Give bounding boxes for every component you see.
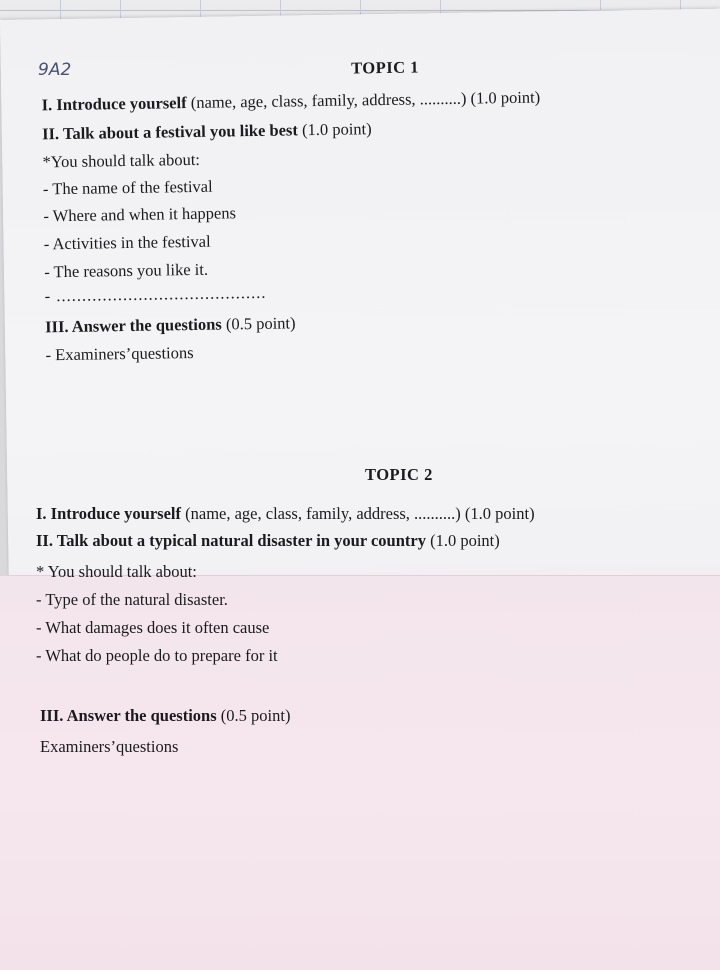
topic2-item: - What do people do to prepare for it <box>36 646 278 665</box>
topic2-item: - Type of the natural disaster. <box>36 590 228 609</box>
topic2-section3-heading: III. Answer the questions <box>40 706 217 725</box>
topic1-section1 <box>42 88 541 116</box>
topic2-title: TOPIC 2 <box>365 465 433 484</box>
topic2-section2-heading: II. Talk about a typical natural disaster in your country <box>36 531 426 550</box>
topic2-item: - What damages does it often cause <box>36 618 270 637</box>
topic1-blank-line: - ......................................... <box>44 282 267 306</box>
topic1-section3 <box>45 313 296 337</box>
topic2-examiner-questions: Examiners’questions <box>40 737 179 756</box>
topic2-section1-detail: (name, age, class, family, address, ..........) (1.0 point) <box>181 504 535 523</box>
topic1-intro: *You should talk about: <box>42 149 201 172</box>
topic2-section3 <box>40 706 290 726</box>
topic1-section1-heading: I. Introduce yourself <box>41 93 187 115</box>
topic1-section2-heading: II. Talk about a festival you like best <box>41 120 299 144</box>
topic1-item: - The reasons you like it. <box>44 259 209 282</box>
topic1-examiner-questions: - Examiners’questions <box>45 343 194 365</box>
topic2-section1-heading: I. Introduce yourself <box>36 504 181 523</box>
topic1-section2-detail: (1.0 point) <box>297 119 372 140</box>
handwritten-class-note: 9A2 <box>38 60 72 80</box>
topic1-item: - Activities in the festival <box>43 231 211 254</box>
topic1-item: - Where and when it happens <box>43 203 237 226</box>
topic1-section3-detail: (0.5 point) <box>221 313 296 334</box>
topic1-item: - The name of the festival <box>42 176 213 199</box>
topic1-section1-detail: (name, age, class, family, address, ..........) (1.0 point) <box>186 87 541 113</box>
topic2-section2-detail: (1.0 point) <box>425 531 500 550</box>
topic1-section3-heading: III. Answer the questions <box>44 314 222 337</box>
topic2-intro: * You should talk about: <box>36 562 197 581</box>
topic2-section3-detail: (0.5 point) <box>216 706 291 725</box>
topic2-section1 <box>36 504 535 524</box>
topic1-title: TOPIC 1 <box>350 57 420 78</box>
topic1-section2 <box>42 119 372 144</box>
topic2-section2 <box>36 531 500 551</box>
